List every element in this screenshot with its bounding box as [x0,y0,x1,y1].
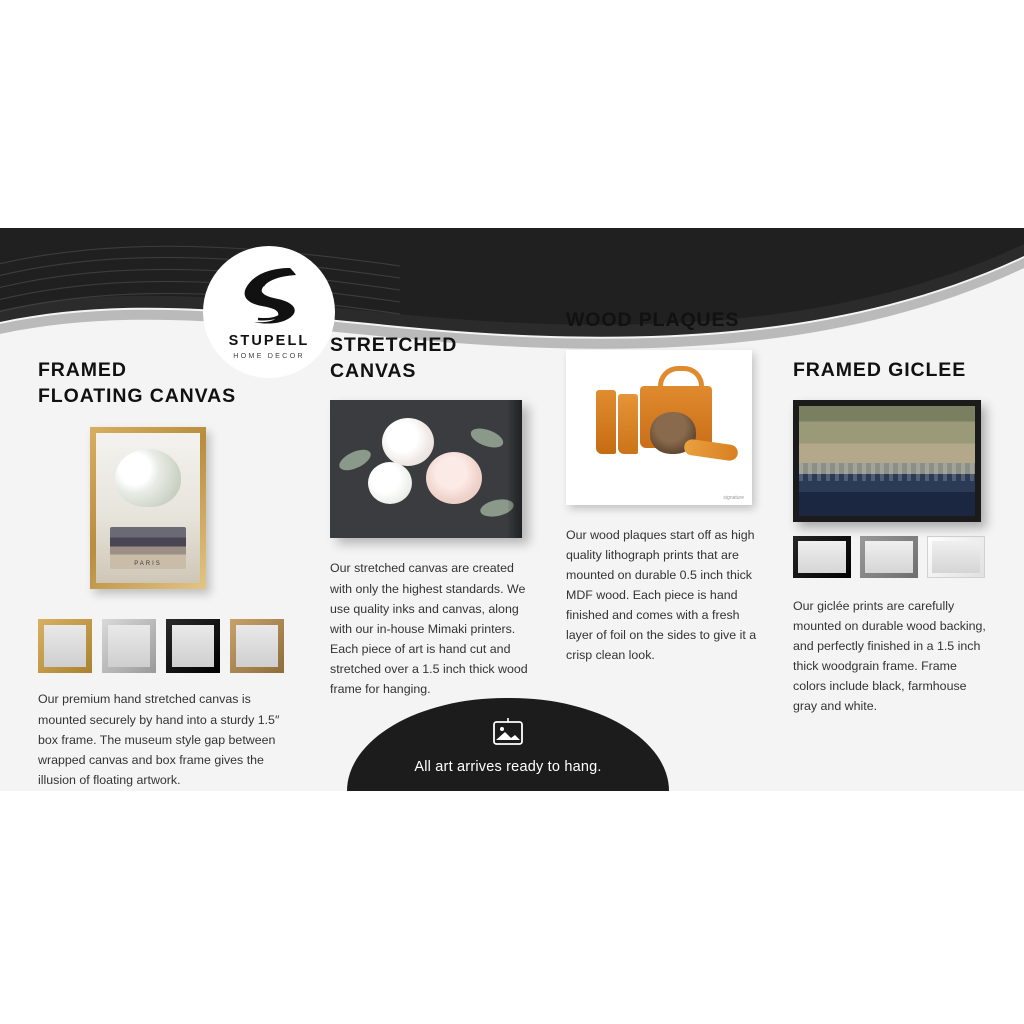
brand-name: STUPELL [228,333,310,349]
ready-to-hang-banner [347,698,669,791]
swatch-inner [798,541,846,573]
silk-scarf [683,438,739,461]
white-floral-bouquet [115,449,181,507]
swatch-inner [932,541,980,573]
framed-giclee-image [793,400,981,522]
canvas-artwork [96,433,200,583]
column-body-framed-floating-canvas: Our premium hand stretched canvas is mounted securely by hand into a sturdy 1.5″ box frame. The museum style gap between wrapped canvas and box frame gives the illusion of floating artwork. [38,692,280,787]
wood-plaque-image [566,350,752,505]
black-frame-swatch [166,619,220,673]
framed-floating-canvas-image [38,427,288,607]
title-line-1: FRAMED [38,359,127,381]
column-body-stretched-canvas: Our stretched canvas are created with only the highest standards. We use quality inks and canvas, along with our in-house Mimaki printers. Each piece of art is hand cut and stretched over a 1.5 inch thick wood frame for hanging. [330,561,528,697]
column-body-framed-giclee: Our giclée prints are carefully mounted on durable wood backing, and perfectly finished in a 1.5 inch thick woodgrain frame. Frame colors include black, farmhouse gray and white. [793,598,986,714]
brand-logo-badge [203,246,335,378]
stretched-canvas-image [330,400,522,538]
column-body-wood-plaques: Our wood plaques start off as high quality lithograph prints that are mounted on durable 0.5 inch thick MDF wood. Each piece is hand finished and comes with a fresh layer of foil on the sides to give it a crisp clean look. [566,527,757,663]
frame-color-swatches [38,619,288,673]
column-stretched-canvas [330,333,530,699]
gray-giclee-swatch [860,536,918,578]
column-framed-floating-canvas [38,358,288,790]
black-giclee-swatch [793,536,851,578]
title-line-1: STRETCHED [330,334,458,356]
eucalyptus-leaf [479,497,516,520]
pink-rose-flower [426,452,482,504]
swoosh-logo-icon [203,264,335,331]
orange-boot [618,394,638,454]
artwork-caption: PARIS [134,561,162,568]
title-line-2: CANVAS [330,359,417,382]
silver-frame-swatch [102,619,156,673]
giclee-frame-swatches [793,536,993,578]
eucalyptus-leaf [468,425,505,452]
column-wood-plaques [566,308,766,665]
column-framed-giclee [793,358,993,716]
bronze-frame-swatch [230,619,284,673]
brand-tagline: HOME DECOR [233,351,305,360]
swatch-inner [172,625,214,667]
white-anemone-flower [382,418,434,466]
swatch-inner [44,625,86,667]
swatch-inner [108,625,150,667]
white-rose-flower [368,462,412,504]
orange-boot [596,390,616,454]
column-title-stretched-canvas [330,333,530,384]
eucalyptus-leaf [336,446,374,475]
gold-frame-swatch [38,619,92,673]
swatch-inner [865,541,913,573]
white-giclee-swatch [927,536,985,578]
abstract-landscape-artwork [799,406,975,516]
column-title-wood-plaques: WOOD PLAQUES [566,309,740,331]
product-materials-infographic [0,228,1024,791]
gold-box-frame [90,427,206,589]
column-title-framed-giclee: FRAMED GICLEE [793,359,967,381]
ready-to-hang-text: All art arrives ready to hang. [414,759,602,775]
swatch-inner [236,625,278,667]
artist-signature: signature [723,494,744,501]
title-line-2: FLOATING CANVAS [38,384,237,407]
framed-picture-icon [347,716,669,753]
